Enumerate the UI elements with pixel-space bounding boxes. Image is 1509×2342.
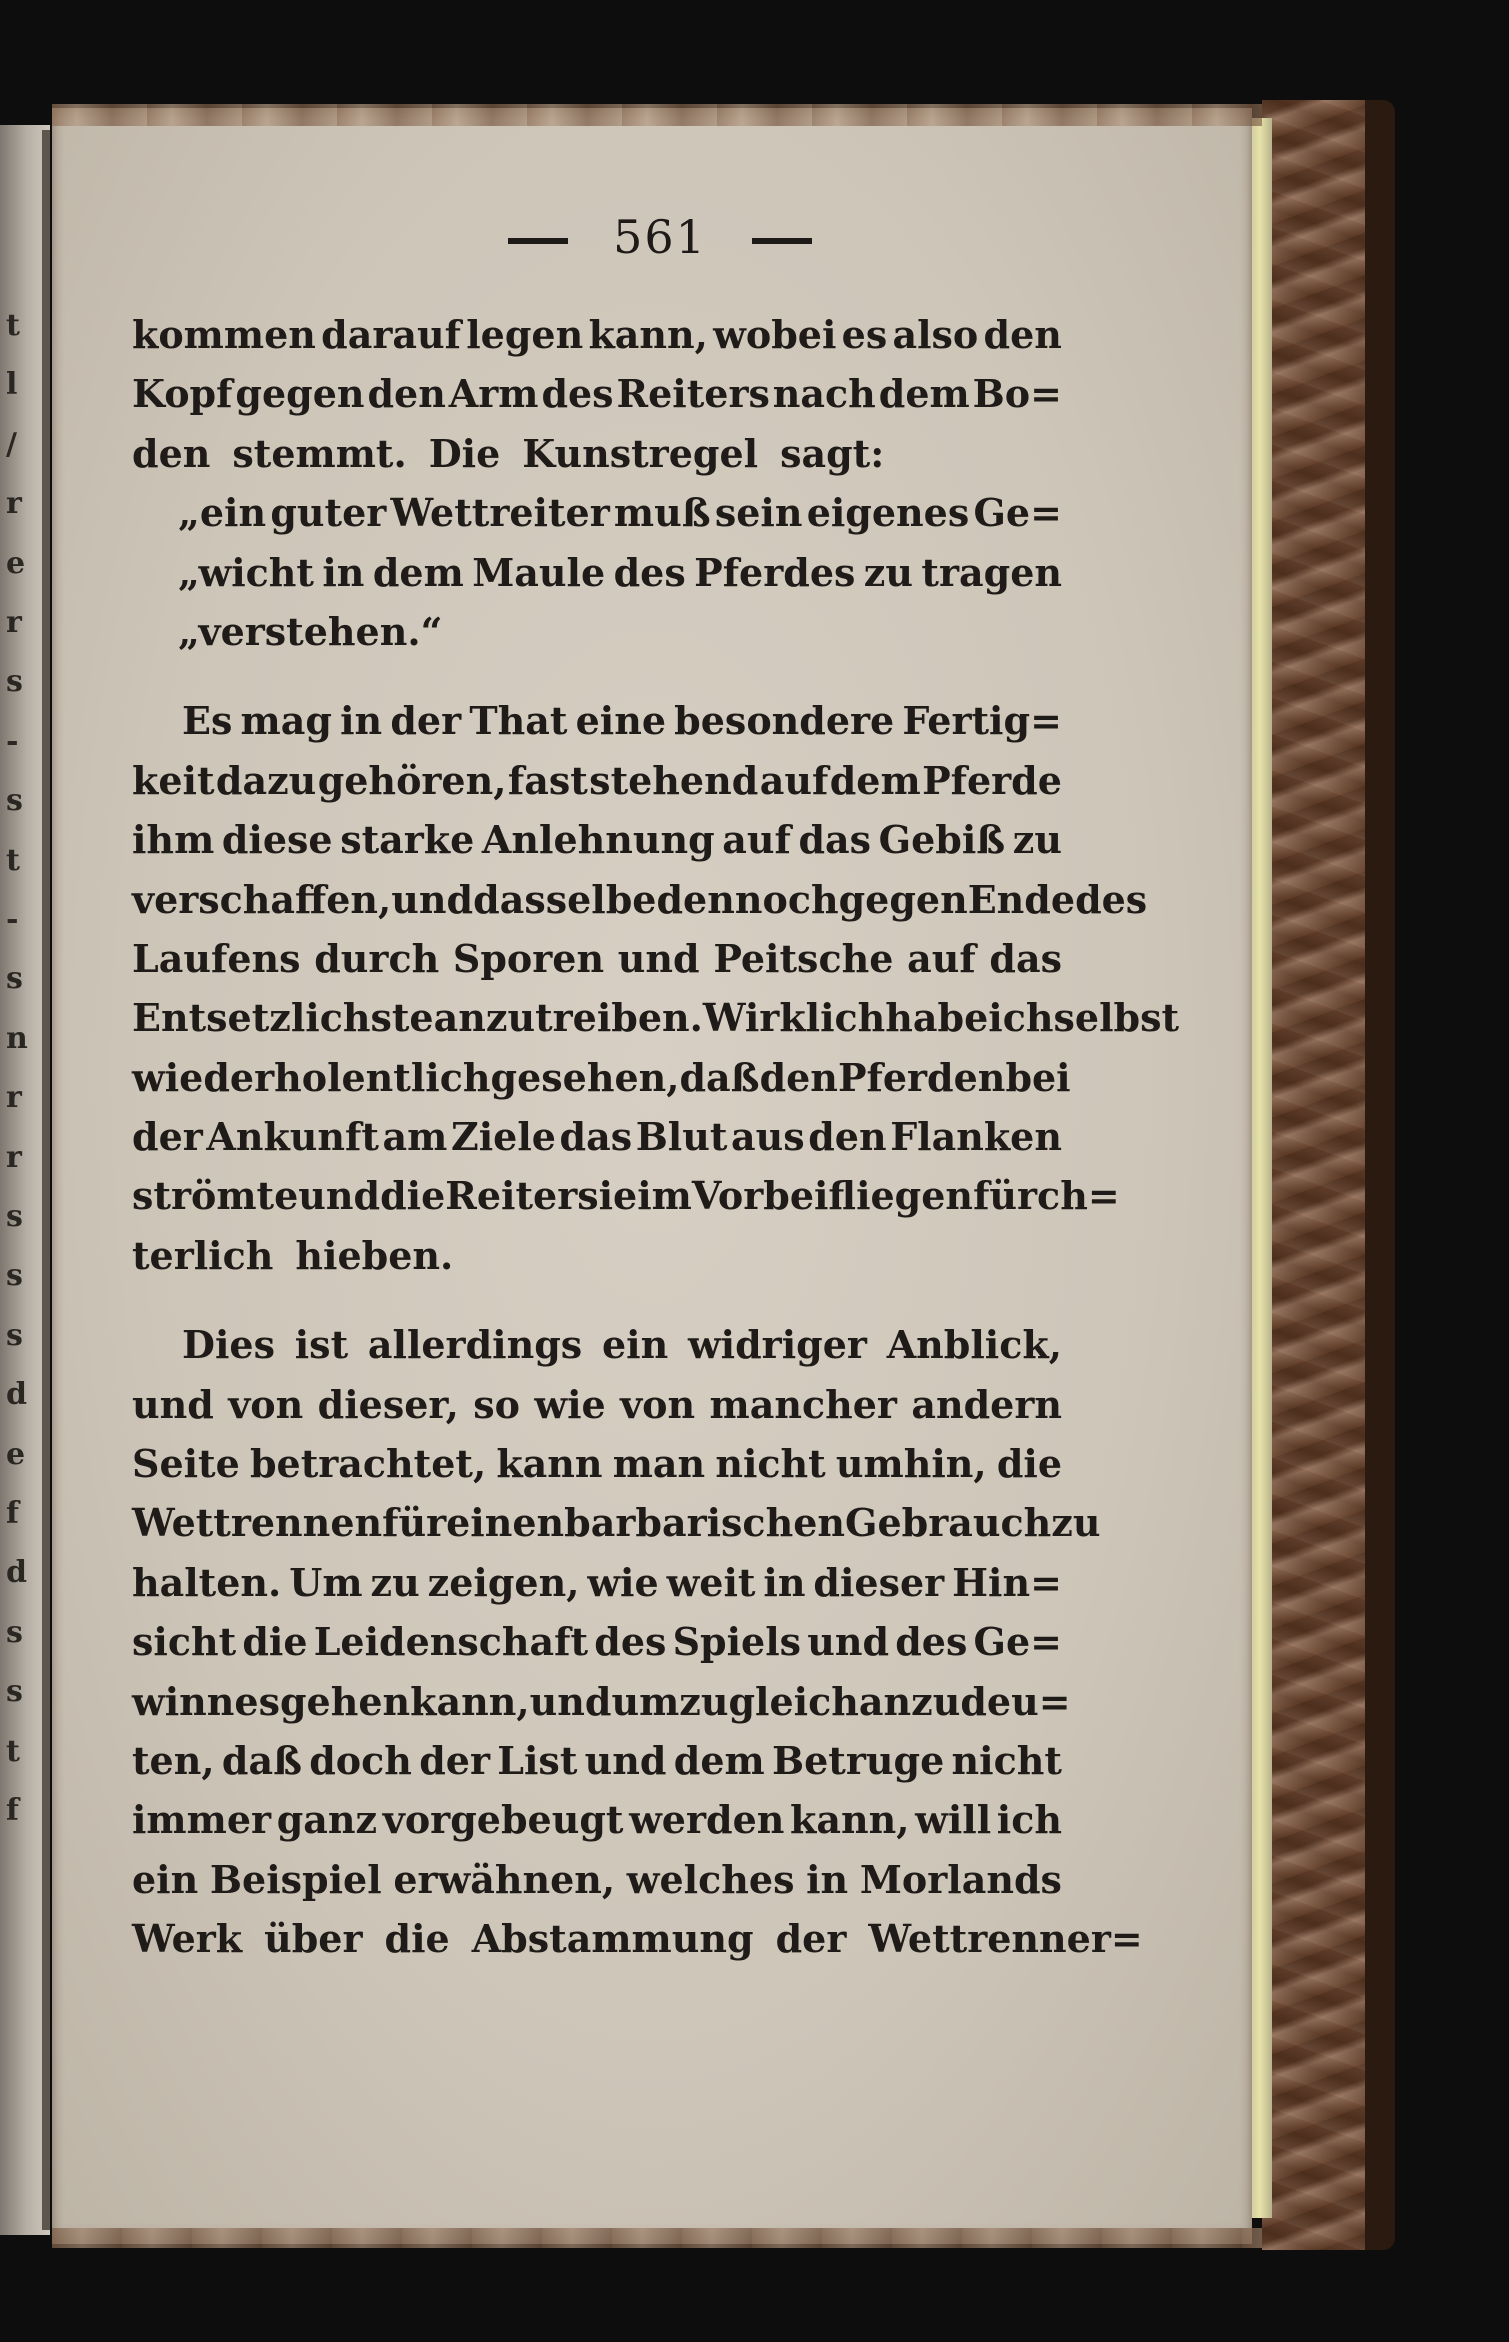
- word: keit: [132, 757, 215, 803]
- word: und: [807, 1619, 890, 1665]
- word: und: [617, 935, 700, 981]
- word: kann,: [410, 1678, 530, 1724]
- page-number: 561: [613, 210, 707, 264]
- left-page-glyph: /: [6, 426, 17, 462]
- word: kann: [496, 1441, 603, 1487]
- word: kann,: [790, 1797, 910, 1843]
- left-page-glyph: l: [6, 367, 18, 403]
- word: man: [612, 1441, 706, 1487]
- text-line: [132, 1612, 1062, 1671]
- word: dasselbe: [473, 876, 657, 922]
- word: Entsetzlichste: [132, 995, 434, 1041]
- text-line: [132, 483, 1062, 542]
- body-text: [132, 305, 1180, 1969]
- header-dash-right: [752, 238, 812, 244]
- text-line: [132, 1493, 1101, 1552]
- word: ein: [132, 1856, 199, 1902]
- left-page-glyph: s: [6, 1317, 23, 1353]
- word: Abstammung: [471, 1916, 754, 1962]
- word: gegen: [838, 876, 968, 922]
- text-line: [132, 424, 1062, 483]
- word: zu: [370, 1559, 420, 1605]
- left-page-glyph: n: [6, 1020, 28, 1056]
- word: des: [541, 371, 614, 417]
- word: Ge=: [973, 1619, 1062, 1665]
- word: zugleich: [679, 1678, 859, 1724]
- word: wie: [534, 1381, 606, 1427]
- word: tragen: [921, 549, 1062, 595]
- word: sagt:: [780, 430, 885, 476]
- word: halten.: [132, 1559, 282, 1605]
- paragraph: [132, 691, 1180, 1285]
- word: Gebiß: [878, 817, 1006, 863]
- word: bei: [1005, 1054, 1071, 1100]
- word: nicht: [951, 1737, 1062, 1783]
- word: von: [620, 1381, 696, 1427]
- word: einen: [446, 1500, 565, 1546]
- word: wiederholentlich: [132, 1054, 491, 1100]
- text-line: [132, 751, 1062, 810]
- word: der: [132, 1114, 203, 1160]
- word: gesehen,: [490, 1054, 680, 1100]
- word: eigenes: [806, 490, 970, 536]
- word: dem: [878, 371, 970, 417]
- word: Ge=: [973, 490, 1062, 536]
- word: widriger: [687, 1322, 867, 1368]
- word: des: [1075, 876, 1148, 922]
- word: Vorbeifliegen: [691, 1173, 974, 1219]
- word: vorgebeugt: [382, 1797, 624, 1843]
- text-line: [132, 1553, 1062, 1612]
- word: es: [841, 312, 888, 357]
- text-line: [132, 1434, 1062, 1493]
- word: ten,: [132, 1737, 215, 1783]
- text-line: [132, 1909, 1143, 1968]
- left-page-glyph: t: [6, 1733, 20, 1769]
- word: die: [380, 1173, 446, 1219]
- word: den: [367, 371, 446, 417]
- word: aus: [731, 1114, 805, 1160]
- word: Hin=: [952, 1559, 1062, 1605]
- word: verschaffen,: [132, 876, 392, 922]
- word: Wettrennen: [132, 1500, 383, 1546]
- word: nach: [772, 371, 876, 417]
- word: Maule: [472, 549, 606, 595]
- word: im: [637, 1173, 692, 1219]
- word: dem: [673, 1737, 765, 1783]
- word: „ein: [178, 490, 267, 536]
- word: also: [892, 312, 979, 357]
- word: wie: [587, 1559, 659, 1605]
- paragraph-gap: [132, 661, 1062, 691]
- word: daß: [679, 1054, 760, 1100]
- word: Ziele: [450, 1114, 556, 1160]
- word: werden: [629, 1797, 785, 1843]
- text-line: [132, 305, 1062, 364]
- word: Spiels: [672, 1619, 802, 1665]
- word: immer: [132, 1797, 272, 1843]
- word: dennoch: [656, 876, 839, 922]
- word: der: [419, 1737, 490, 1783]
- text-line: [132, 1850, 1062, 1909]
- word: gegen: [235, 371, 365, 417]
- word: dieser,: [317, 1381, 459, 1427]
- word: winnes: [132, 1678, 280, 1724]
- word: das: [798, 817, 872, 863]
- word: die: [242, 1619, 308, 1665]
- word: Die: [428, 430, 501, 476]
- word: in: [322, 549, 365, 595]
- word: des: [594, 1619, 667, 1665]
- word: Kunstregel: [522, 430, 759, 476]
- page-top-stain: [52, 104, 1262, 126]
- text-line: [132, 870, 1148, 929]
- left-page-glyph: s: [6, 1199, 23, 1234]
- word: kann,: [588, 312, 708, 357]
- word: sicht: [132, 1619, 237, 1665]
- text-line: [132, 1375, 1062, 1434]
- word: Betruge: [772, 1737, 945, 1783]
- word: dem: [829, 757, 921, 803]
- left-page-edge: [42, 130, 50, 2230]
- word: Flanken: [890, 1114, 1062, 1160]
- word: Reiters: [616, 371, 770, 417]
- word: sein: [714, 490, 803, 536]
- left-page-glyph: r: [6, 486, 22, 522]
- word: doch: [309, 1737, 412, 1783]
- word: des: [613, 549, 686, 595]
- word: zu: [1051, 1500, 1101, 1546]
- word: in: [340, 698, 383, 744]
- word: der: [390, 698, 462, 744]
- word: wobei: [713, 312, 837, 357]
- word: und: [132, 1381, 214, 1427]
- left-page-glyph: s: [6, 783, 23, 819]
- word: Kopf: [132, 371, 233, 417]
- word: anzudeu=: [858, 1678, 1071, 1724]
- left-page-glyph: -: [6, 723, 19, 759]
- paragraph: [132, 305, 1062, 483]
- word: dieser: [813, 1559, 945, 1605]
- word: den: [759, 1054, 838, 1100]
- word: Sporen: [452, 935, 605, 981]
- word: List: [497, 1737, 578, 1783]
- word: Um: [289, 1559, 363, 1605]
- page-header: [60, 210, 1260, 264]
- left-page-glyph: r: [6, 1139, 22, 1175]
- text-line: [132, 691, 1062, 750]
- word: Anblick,: [886, 1322, 1062, 1368]
- left-page-glyph: t: [6, 842, 20, 878]
- word: ich: [988, 995, 1054, 1041]
- word: das: [989, 935, 1062, 981]
- word: eine: [575, 698, 666, 744]
- word: der: [775, 1916, 847, 1962]
- word: Seite: [132, 1441, 240, 1487]
- word: Ende: [967, 876, 1076, 922]
- word: Blut: [635, 1114, 728, 1160]
- word: auf: [759, 757, 829, 803]
- word: weit: [666, 1559, 756, 1605]
- word: den: [983, 312, 1062, 357]
- word: diese: [221, 817, 333, 863]
- word: Beispiel: [209, 1856, 382, 1902]
- word: terlich: [132, 1232, 274, 1278]
- word: ist: [294, 1322, 349, 1368]
- word: und: [298, 1173, 381, 1219]
- text-line: [132, 364, 1062, 423]
- word: ihm: [132, 817, 215, 863]
- word: Anlehnung: [481, 817, 715, 863]
- word: dazu: [215, 757, 317, 803]
- word: welches: [626, 1856, 795, 1902]
- word: die: [996, 1441, 1062, 1487]
- left-page-glyph: s: [6, 1258, 23, 1294]
- word: Wettrenner=: [868, 1916, 1143, 1962]
- word: gehen: [279, 1678, 411, 1724]
- text-line: [132, 929, 1062, 988]
- left-page-glyph: s: [6, 1614, 23, 1650]
- paragraph: [132, 1315, 1143, 1968]
- word: zeigen,: [427, 1559, 580, 1605]
- paragraph-gap: [132, 1285, 1062, 1315]
- word: allerdings: [367, 1322, 583, 1368]
- word: That: [469, 698, 568, 744]
- word: das: [559, 1114, 633, 1160]
- word: Leidenschaft: [313, 1619, 589, 1665]
- word: durch: [314, 935, 440, 981]
- left-page-glyph: e: [6, 545, 26, 581]
- text-line: [132, 1672, 1071, 1731]
- left-page-glyph: e: [6, 1436, 26, 1472]
- word: Ankunft: [206, 1114, 379, 1160]
- text-line: [132, 1731, 1062, 1790]
- text-line: [132, 1315, 1062, 1374]
- word: andern: [911, 1381, 1062, 1427]
- word: barbarischen: [564, 1500, 845, 1546]
- word: von: [228, 1381, 304, 1427]
- word: in: [806, 1856, 849, 1902]
- left-page-glyph: f: [6, 1793, 19, 1828]
- text-line: [132, 1166, 1120, 1225]
- word: Wirklich: [702, 995, 886, 1041]
- word: Peitsche: [713, 935, 894, 981]
- word: „verstehen.“: [178, 608, 443, 654]
- word: Arm: [448, 371, 539, 417]
- word: Pferde: [922, 757, 1062, 803]
- word: auf: [722, 817, 791, 863]
- word: Fertig=: [902, 698, 1062, 744]
- left-page-glyph: t: [6, 308, 20, 343]
- book-cover: [1262, 100, 1380, 2250]
- text-line: [132, 810, 1062, 869]
- text-line: [132, 1048, 1071, 1107]
- word: gehören,: [317, 757, 507, 803]
- left-page-glyph: -: [6, 902, 19, 937]
- word: für: [382, 1500, 447, 1546]
- word: muß: [613, 490, 711, 536]
- text-line: [132, 988, 1180, 1047]
- word: darauf: [321, 312, 461, 357]
- text-line: [132, 1790, 1062, 1849]
- text-line: [132, 543, 1062, 602]
- word: Laufens: [132, 935, 301, 981]
- word: über: [264, 1916, 363, 1962]
- word: zu: [863, 549, 914, 595]
- word: Reiter: [445, 1173, 578, 1219]
- word: hieben.: [295, 1232, 454, 1278]
- word: Wettreiter: [390, 490, 610, 536]
- text-line: [132, 1226, 1062, 1285]
- word: ganz: [276, 1797, 378, 1843]
- word: starke: [340, 817, 475, 863]
- word: mag: [240, 698, 332, 744]
- word: und: [391, 876, 474, 922]
- word: am: [382, 1114, 448, 1160]
- header-dash-left: [508, 238, 568, 244]
- page-bottom-stain: [52, 2228, 1262, 2248]
- word: „wicht: [178, 549, 314, 595]
- word: dem: [372, 549, 464, 595]
- word: und: [584, 1737, 667, 1783]
- word: kommen: [132, 312, 316, 357]
- word: legen: [466, 312, 584, 357]
- word: will: [915, 1797, 992, 1843]
- word: Morlands: [859, 1856, 1062, 1902]
- word: mancher: [709, 1381, 897, 1427]
- word: fast: [507, 757, 588, 803]
- book-cover-edge: [1365, 100, 1395, 2250]
- word: Es: [182, 698, 233, 744]
- left-page-glyph: r: [6, 1080, 22, 1116]
- word: und: [529, 1678, 612, 1724]
- word: Gebrauch: [845, 1500, 1052, 1546]
- word: anzutreiben.: [433, 995, 703, 1041]
- left-page-glyph: s: [6, 961, 23, 997]
- word: auf: [907, 935, 976, 981]
- left-page-glyph: s: [6, 1674, 23, 1710]
- word: nicht: [715, 1441, 826, 1487]
- word: Werk: [132, 1916, 243, 1962]
- word: sie: [577, 1173, 638, 1219]
- word: selbst: [1053, 995, 1180, 1041]
- quote-paragraph: [132, 483, 1062, 661]
- word: Pferden: [837, 1054, 1006, 1100]
- word: guter: [270, 490, 387, 536]
- word: die: [384, 1916, 450, 1962]
- word: betrachtet,: [249, 1441, 487, 1487]
- word: besondere: [674, 698, 895, 744]
- word: stemmt.: [232, 430, 407, 476]
- word: den: [808, 1114, 887, 1160]
- word: fürch=: [973, 1173, 1120, 1219]
- word: Bo=: [972, 371, 1062, 417]
- left-page-glyph: d: [6, 1555, 27, 1591]
- left-page-glyph: s: [6, 664, 23, 700]
- word: ich: [996, 1797, 1062, 1843]
- word: zu: [1012, 817, 1062, 863]
- word: erwähnen,: [393, 1856, 616, 1902]
- word: umhin,: [835, 1441, 987, 1487]
- word: daß: [221, 1737, 302, 1783]
- word: des: [895, 1619, 968, 1665]
- text-line: [132, 602, 1062, 661]
- word: strömte: [132, 1173, 299, 1219]
- word: ein: [601, 1322, 669, 1368]
- word: stehend: [589, 757, 759, 803]
- word: so: [473, 1381, 521, 1427]
- text-line: [132, 1107, 1062, 1166]
- word: den: [132, 430, 211, 476]
- word: habe: [885, 995, 989, 1041]
- word: Pferdes: [694, 549, 856, 595]
- left-page-glyph: r: [6, 605, 22, 640]
- word: in: [763, 1559, 806, 1605]
- left-page-glyph: f: [6, 1496, 19, 1531]
- word: Dies: [182, 1322, 275, 1368]
- left-page-glyph: d: [6, 1377, 27, 1413]
- word: um: [611, 1678, 680, 1724]
